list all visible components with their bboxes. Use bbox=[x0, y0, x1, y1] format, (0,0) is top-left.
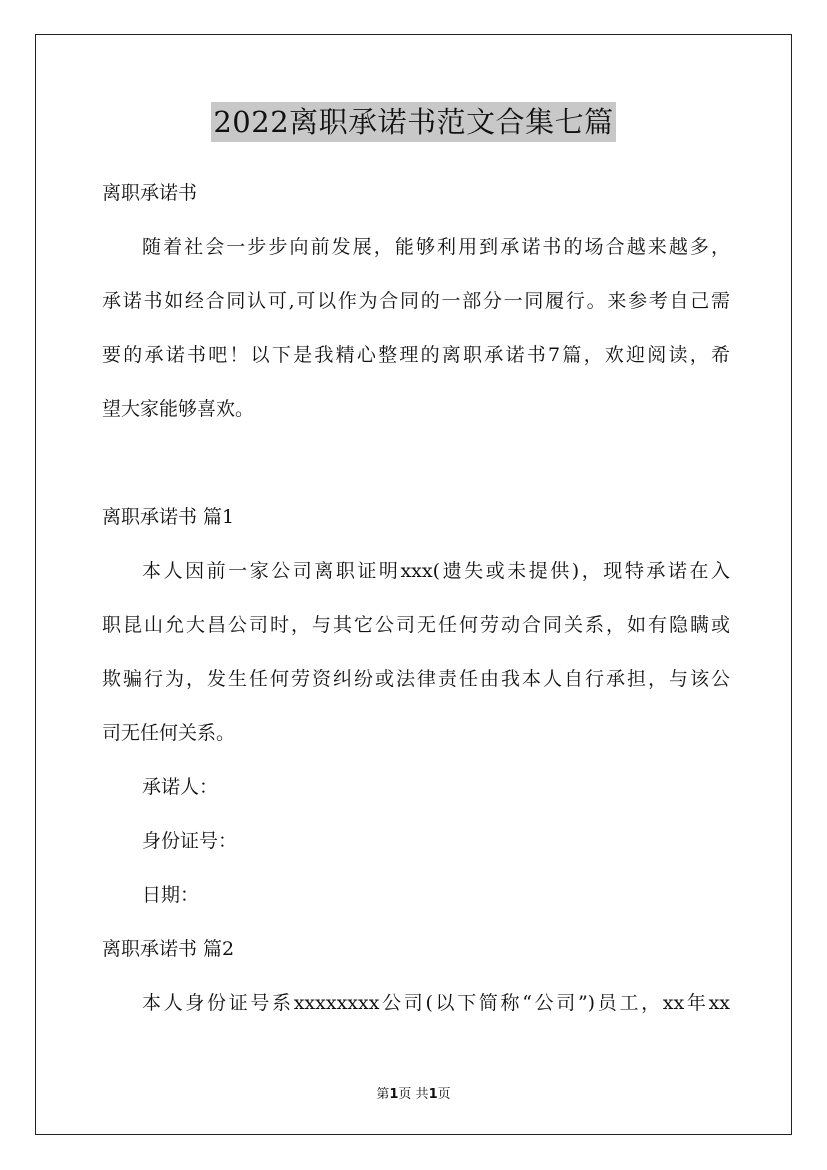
signer-label: 承诺人： bbox=[142, 776, 219, 798]
page-number: 1 bbox=[389, 1087, 399, 1102]
section2-heading: 离职承诺书 篇2 bbox=[102, 938, 235, 960]
document-title: 2022离职承诺书范文合集七篇 bbox=[211, 102, 615, 142]
section1-paragraph-line: 职昆山允大昌公司时，与其它公司无任何劳动合同关系，如有隐瞒或 bbox=[102, 614, 730, 636]
document-body bbox=[102, 166, 730, 1030]
page-prefix: 第 bbox=[376, 1087, 390, 1102]
page-footer bbox=[0, 1083, 827, 1102]
intro-paragraph-line: 承诺书如经合同认可,可以作为合同的一部分一同履行。来参考自己需 bbox=[102, 290, 730, 312]
section1-paragraph-line: 本人因前一家公司离职证明xxx(遗失或未提供)，现特承诺在入 bbox=[142, 560, 730, 582]
date-label: 日期： bbox=[142, 884, 200, 906]
title-container bbox=[0, 102, 827, 142]
blank-line bbox=[102, 436, 730, 490]
intro-paragraph-line: 要的承诺书吧！以下是我精心整理的离职承诺书7篇，欢迎阅读，希 bbox=[102, 344, 730, 366]
section2-paragraph-line: 本人身份证号系xxxxxxxx公司(以下简称“公司”)员工，xx年xx bbox=[142, 992, 730, 1014]
section1-paragraph-line: 欺骗行为，发生任何劳资纠纷或法律责任由我本人自行承担，与该公 bbox=[102, 668, 730, 690]
id-number-label: 身份证号： bbox=[142, 830, 238, 852]
intro-paragraph-line: 望大家能够喜欢。 bbox=[102, 398, 255, 420]
total-pages: 1 bbox=[428, 1087, 438, 1102]
section1-heading: 离职承诺书 篇1 bbox=[102, 506, 235, 528]
page-mid: 页 共 bbox=[398, 1087, 429, 1102]
intro-paragraph-line: 随着社会一步步向前发展，能够利用到承诺书的场合越来越多， bbox=[142, 236, 730, 258]
page-suffix: 页 bbox=[437, 1087, 451, 1102]
intro-heading: 离职承诺书 bbox=[102, 182, 198, 204]
section1-paragraph-line: 司无任何关系。 bbox=[102, 722, 236, 744]
